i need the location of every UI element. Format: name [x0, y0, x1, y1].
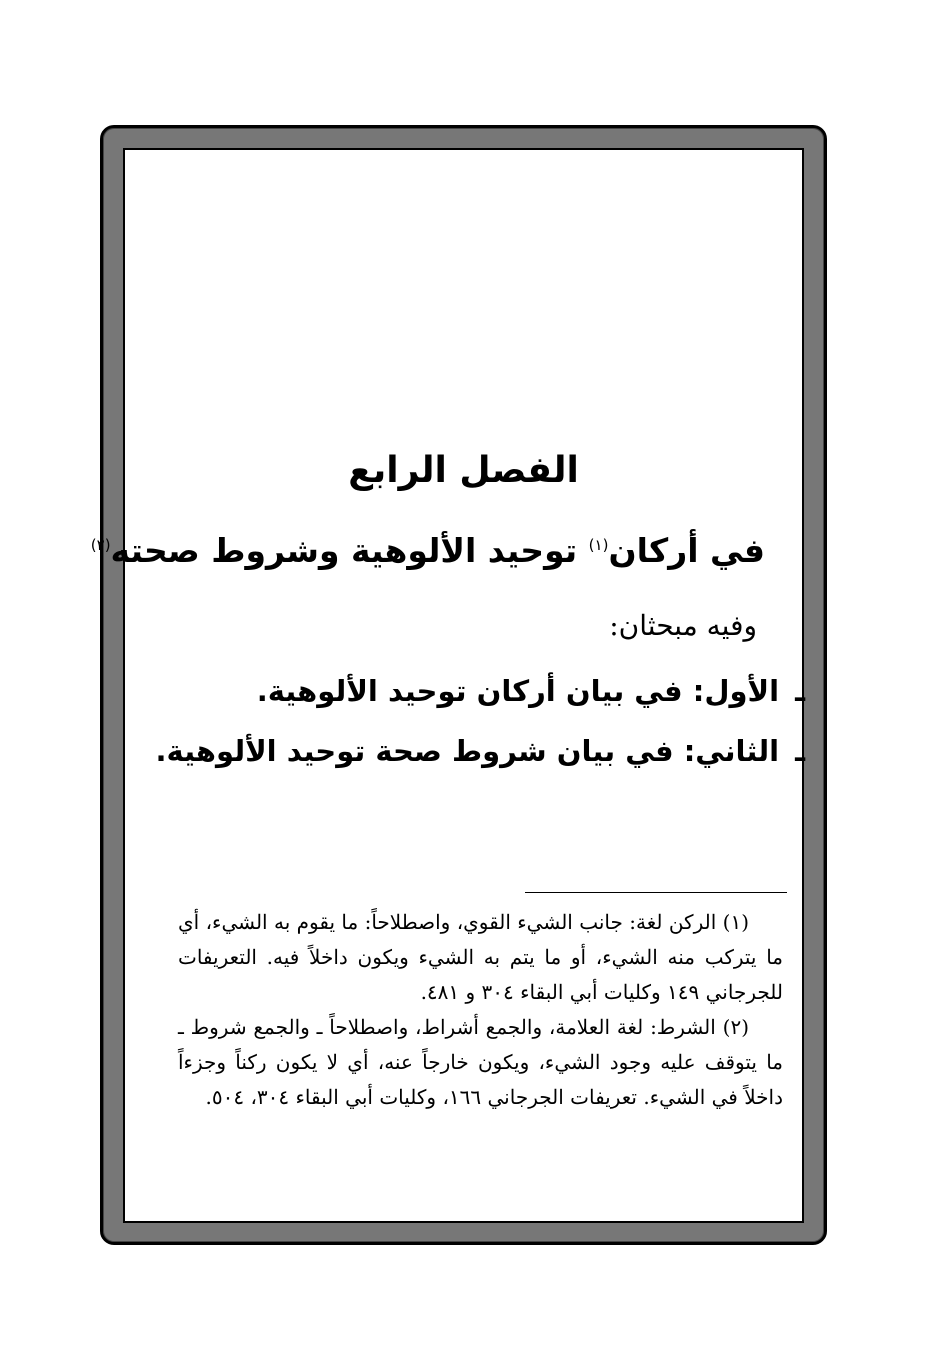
footnote-ref-2[interactable]: (٢) — [90, 536, 111, 554]
section-dash: ـ — [795, 674, 805, 708]
subtitle-part-1: في أركان — [608, 531, 765, 570]
footnotes — [178, 905, 783, 1115]
footnote-1: (١) الركن لغة: جانب الشيء القوي، واصطلاحاً: ما يقوم به الشيء، أي ما يتركب منه الشيء، أو ما يتم به الشيء ويكون داخلاً فيه. التعريفات للجرجاني ١٤٩ وكليات أبي البقاء ٣٠٤ و ٤٨١. — [178, 910, 783, 1004]
subtitle-part-2: توحيد الألوهية وشروط صحته — [110, 531, 578, 570]
section-text: في بيان شروط صحة توحيد الألوهية. — [155, 734, 674, 768]
section-item-first — [257, 670, 805, 712]
section-text: في بيان أركان توحيد الألوهية. — [256, 674, 683, 708]
section-dash: ـ — [795, 734, 805, 768]
footnote-ref-1[interactable]: (١) — [588, 536, 609, 554]
footnote-divider — [525, 892, 787, 893]
chapter-title: الفصل الرابع — [348, 450, 579, 491]
section-label: الأول: — [692, 674, 780, 708]
section-item-second — [155, 730, 805, 772]
chapter-subtitle — [91, 522, 765, 574]
section-label: الثاني: — [683, 734, 780, 768]
footnote-2: (٢) الشرط: لغة العلامة، والجمع أشراط، واصطلاحاً ـ والجمع شروط ـ ما يتوقف عليه وجود الشيء، ويكون خارجاً عنه، أي لا يكون ركناً وجزءاً داخلاً في الشيء. تعريفات الجرجاني ١٦٦، وكليات أبي البقاء ٣٠٤، ٥٠٤. — [178, 1015, 783, 1109]
intro-line: وفيه مبحثان: — [609, 609, 757, 642]
